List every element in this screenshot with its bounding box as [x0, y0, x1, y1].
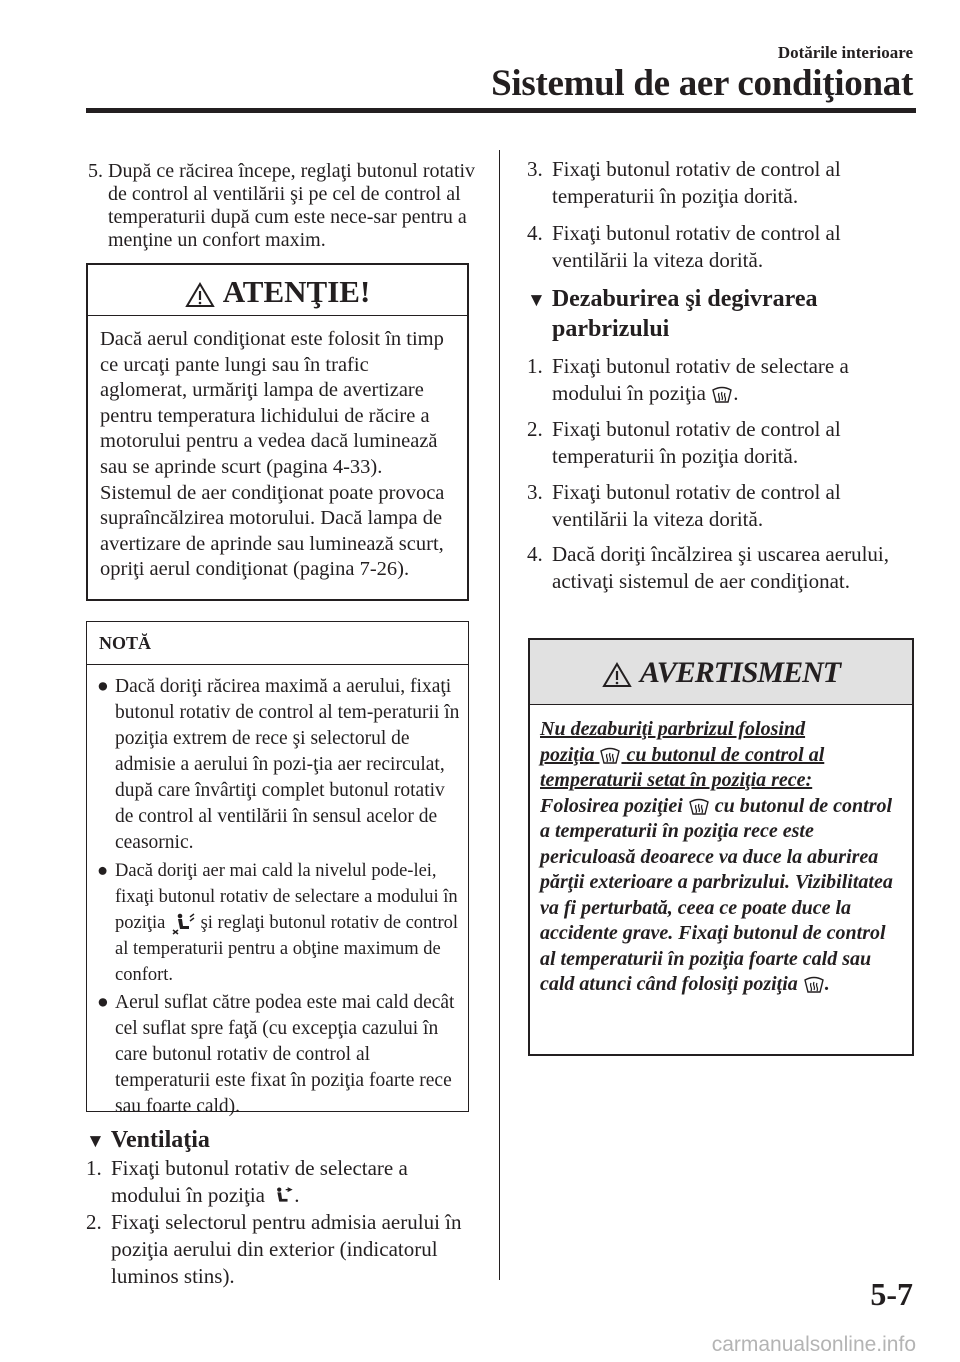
warning-underlined-line-3: temperaturii setat în poziţia rece: — [540, 769, 813, 791]
face-vent-mode-icon — [270, 1186, 294, 1208]
floor-vent-mode-icon — [170, 913, 196, 935]
defrost-heading: ▼ Dezaburirea şi degivrarea parbrizului — [527, 286, 818, 342]
defrost-step-3: 3. Fixaţi butonul rotativ de control al ventilării la viteza dorită. — [527, 480, 841, 531]
bullet-icon: ● — [97, 992, 109, 1013]
defrost-step-4: 4. Dacă doriţi încălzirea şi uscarea aerului, activaţi sistemul de aer condiţionat. — [527, 542, 889, 593]
step-3: 3. Fixaţi butonul rotativ de control al temperaturii în poziţia dorită. — [527, 157, 841, 208]
warning-header — [530, 640, 912, 705]
step-text: După ce răcirea începe, reglaţi butonul rotativ de control al ventilării şi pe cel de control al temperaturii după cum este nece-sar pentru a menţine un confort maxim. — [108, 160, 476, 251]
step-4: 4. Fixaţi butonul rotativ de control al ventilării la viteza dorită. — [527, 221, 841, 272]
windshield-defrost-icon — [688, 798, 710, 816]
note-bullet-3: ● Aerul suflat către podea este mai cald decât cel suflat spre faţă (cu excepţia cazului în care butonul rotativ de control al temperaturii este fixat în poziţia foarte rece sau foarte cald). — [97, 992, 455, 1117]
warning-body: Nu dezaburiţi parbrizul folosind poziţia cu butonul de control al temperaturii setat în poziţia rece: Folosirea poziţiei cu butonul de control a temperaturii în poziţia rece este periculoasă deoarece va duce la aburirea părţii exterioare a parbrizului. Vizibilitatea va fi perturbată, ceea ce poate duce la accidente grave. Fixaţi butonul de control al temperaturii în poziţia foarte cald sau cald atunci când folosiţi poziţia . — [540, 718, 893, 995]
watermark[interactable]: carmanualsonline.info — [711, 1333, 916, 1356]
windshield-defrost-icon — [599, 747, 621, 765]
ventilation-heading: ▼ Ventilaţia — [86, 1126, 210, 1156]
caution-title: ATENŢIE! — [222, 274, 371, 309]
header-rule — [86, 108, 916, 113]
step-5 — [88, 160, 478, 252]
windshield-defrost-icon — [803, 976, 825, 994]
warning-box — [528, 638, 914, 1056]
page-title: Sistemul de aer condiţionat — [491, 63, 913, 104]
caution-box — [86, 263, 469, 601]
defrost-step-2: 2. Fixaţi butonul rotativ de control al temperaturii în poziţia dorită. — [527, 417, 841, 468]
bullet-icon: ● — [97, 861, 109, 881]
section-arrow-icon: ▼ — [527, 290, 546, 311]
note-bullet-1: ● Dacă doriţi răcirea maximă a aerului, fixaţi butonul rotativ de control al tem-peraturii în poziţia extrem de rece şi selectorul de admisie a aerului în pozi-ţia aer recirculat, după care învârtiţi complet butonul rotativ de control al ventilării în sensul acelor de ceasornic. — [97, 676, 460, 853]
caution-body: Dacă aerul condiţionat este folosit în timp ce urcaţi pante lungi sau în trafic aglomerat, urmăriţi lampa de avertizare pentru temperatura lichidului de răcire a motorului pentru a vedea dacă luminează sau se aprinde scurt (pagina 4-33). Sistemul de aer condiţionat poate provoca supraîncălzirea motorului. Dacă lampa de avertizare de aprinde sau luminează scurt, opriţi aerul condiţionat (pagina 7-26). — [100, 328, 445, 581]
warning-underlined-line-1: Nu dezaburiţi parbrizul folosind — [540, 718, 806, 740]
windshield-defrost-icon — [711, 386, 733, 404]
caution-header — [88, 265, 467, 316]
step-number: 5. — [88, 160, 103, 182]
page-number: 5-7 — [870, 1276, 913, 1312]
note-header: NOTĂ — [87, 622, 468, 665]
note-bullet-2: ● Dacă doriţi aer mai cald la nivelul pode-lei, fixaţi butonul rotativ de selectare a modului în poziţia şi reglaţi butonul rotativ de control al temperaturii pentru a obţine maximum de confort. — [87, 858, 460, 988]
warning-triangle-icon — [185, 282, 215, 308]
note-box — [86, 621, 469, 1117]
defrost-step-1: 1. Fixaţi butonul rotativ de selectare a modului în poziţia . — [527, 354, 849, 405]
section-arrow-icon: ▼ — [86, 1131, 105, 1152]
warning-triangle-icon — [602, 662, 632, 688]
ventilation-step-1: 1. Fixaţi butonul rotativ de selectare a modului în poziţia . — [86, 1156, 408, 1207]
bullet-icon: ● — [97, 676, 109, 697]
ventilation-step-2: 2. Fixaţi selectorul pentru admisia aerului în poziţia aerului din exterior (indicatorul luminos stins). — [86, 1210, 462, 1288]
column-divider — [499, 150, 500, 1280]
section-label: Dotările interioare — [777, 43, 913, 62]
warning-title: AVERTISMENT — [639, 656, 841, 689]
